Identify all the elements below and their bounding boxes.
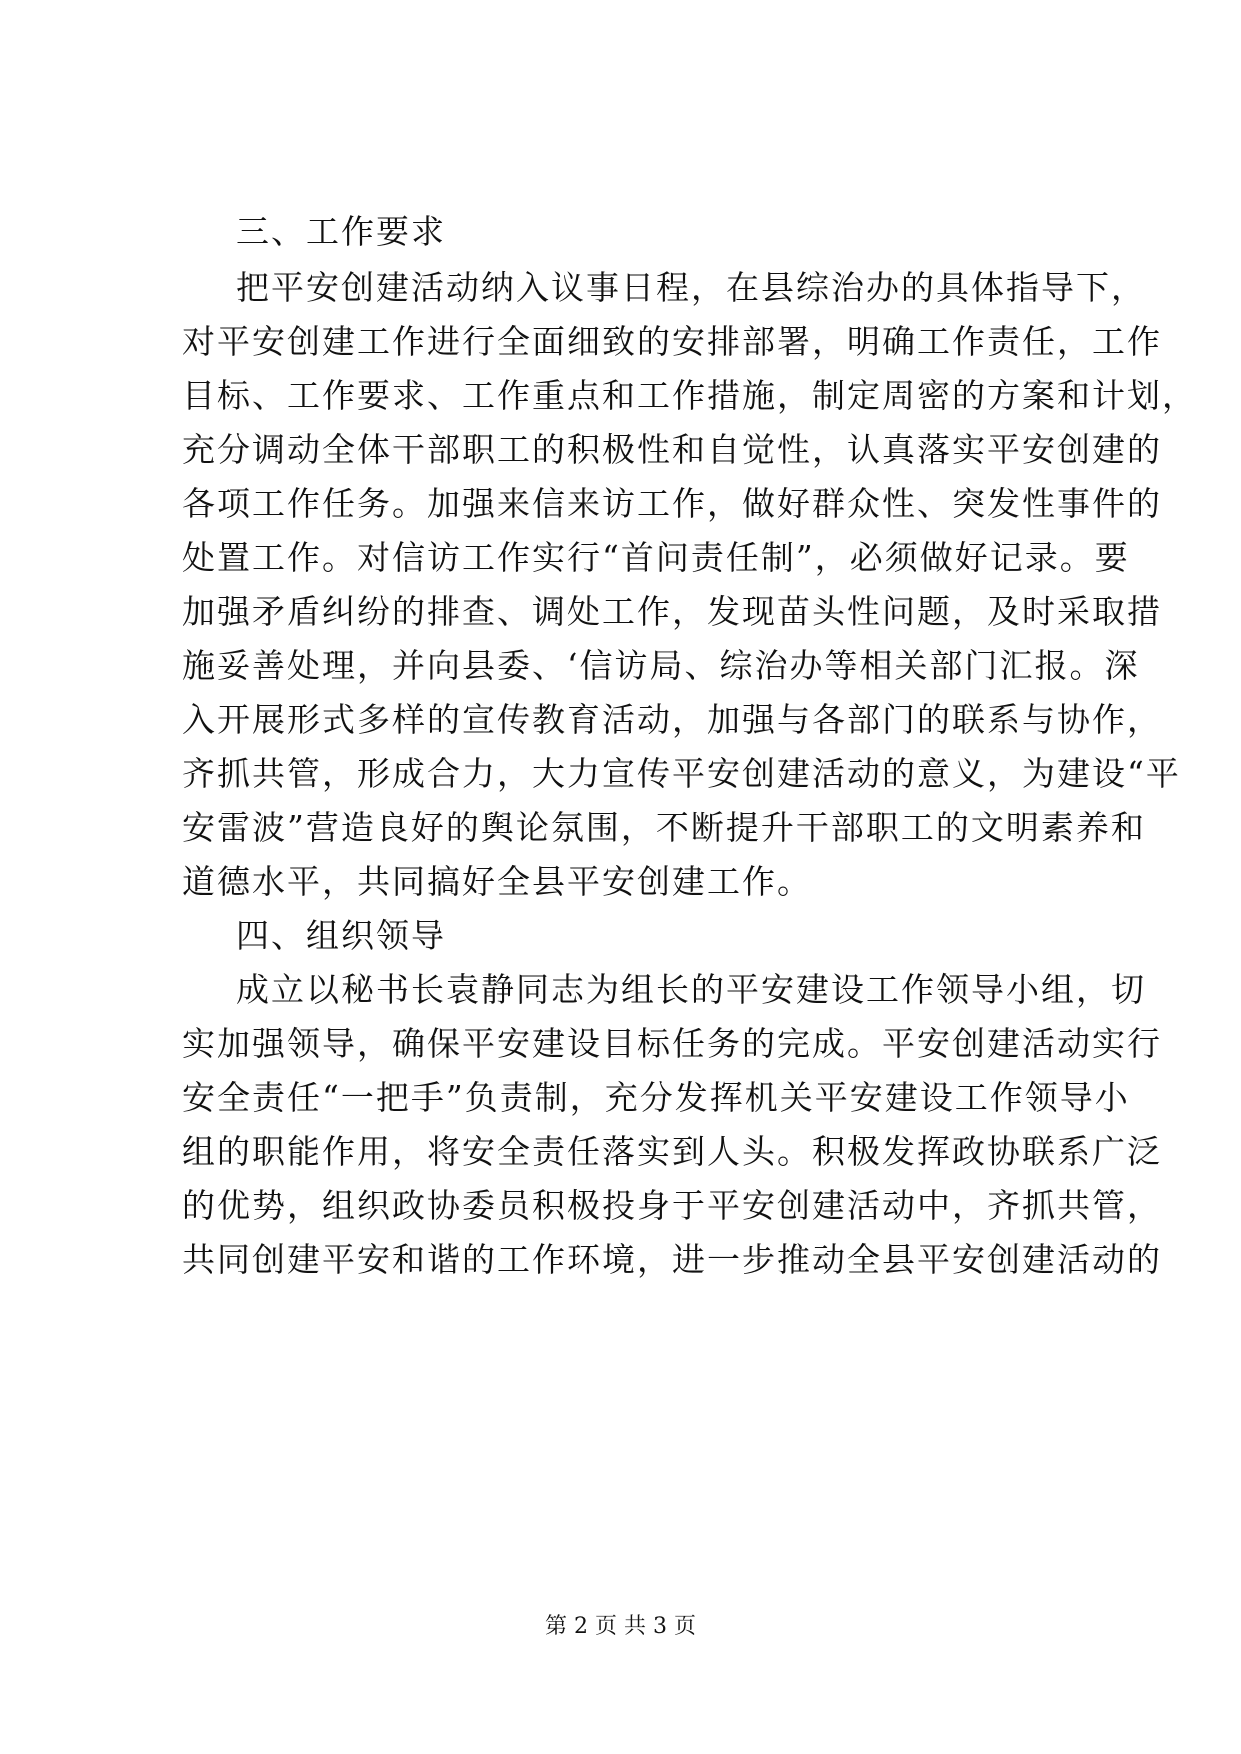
paragraph-line: 道德水平，共同搞好全县平安创建工作。 (182, 862, 812, 901)
paragraph-line: 共同创建平安和谐的工作环境，进一步推动全县平安创建活动的 (182, 1240, 1162, 1279)
paragraph-line: 加强矛盾纠纷的排查、调处工作，发现苗头性问题，及时采取措 (182, 592, 1162, 631)
paragraph-line: 充分调动全体干部职工的积极性和自觉性，认真落实平安创建的 (182, 430, 1162, 469)
paragraph-line: 成立以秘书长袁静同志为组长的平安建设工作领导小组，切 (236, 970, 1146, 1009)
paragraph-line: 目标、工作要求、工作重点和工作措施，制定周密的方案和计划， (182, 376, 1197, 415)
paragraph-line: 实加强领导，确保平安建设目标任务的完成。平安创建活动实行 (182, 1024, 1162, 1063)
section-heading-4: 四、组织领导 (236, 916, 446, 955)
paragraph-line: 齐抓共管，形成合力，大力宣传平安创建活动的意义，为建设“平 (182, 754, 1181, 793)
section-heading-3: 三、工作要求 (236, 212, 446, 251)
paragraph-line: 组的职能作用，将安全责任落实到人头。积极发挥政协联系广泛 (182, 1132, 1162, 1171)
paragraph-line: 入开展形式多样的宣传教育活动，加强与各部门的联系与协作， (182, 700, 1162, 739)
paragraph-line: 处置工作。对信访工作实行“首问责任制”，必须做好记录。要 (182, 538, 1130, 577)
paragraph-line: 安雷波”营造良好的舆论氛围，不断提升干部职工的文明素养和 (182, 808, 1146, 847)
paragraph-line: 各项工作任务。加强来信来访工作，做好群众性、突发性事件的 (182, 484, 1162, 523)
paragraph-line: 对平安创建工作进行全面细致的安排部署，明确工作责任，工作 (182, 322, 1162, 361)
paragraph-line: 安全责任“一把手”负责制，充分发挥机关平安建设工作领导小 (182, 1078, 1130, 1117)
page-number-footer: 第 2 页 共 3 页 (545, 1614, 696, 1639)
paragraph-line: 把平安创建活动纳入议事日程，在县综治办的具体指导下， (236, 268, 1146, 307)
paragraph-line: 施妥善处理，并向县委、‘信访局、综治办等相关部门汇报。深 (182, 646, 1140, 685)
paragraph-line: 的优势，组织政协委员积极投身于平安创建活动中，齐抓共管， (182, 1186, 1162, 1225)
